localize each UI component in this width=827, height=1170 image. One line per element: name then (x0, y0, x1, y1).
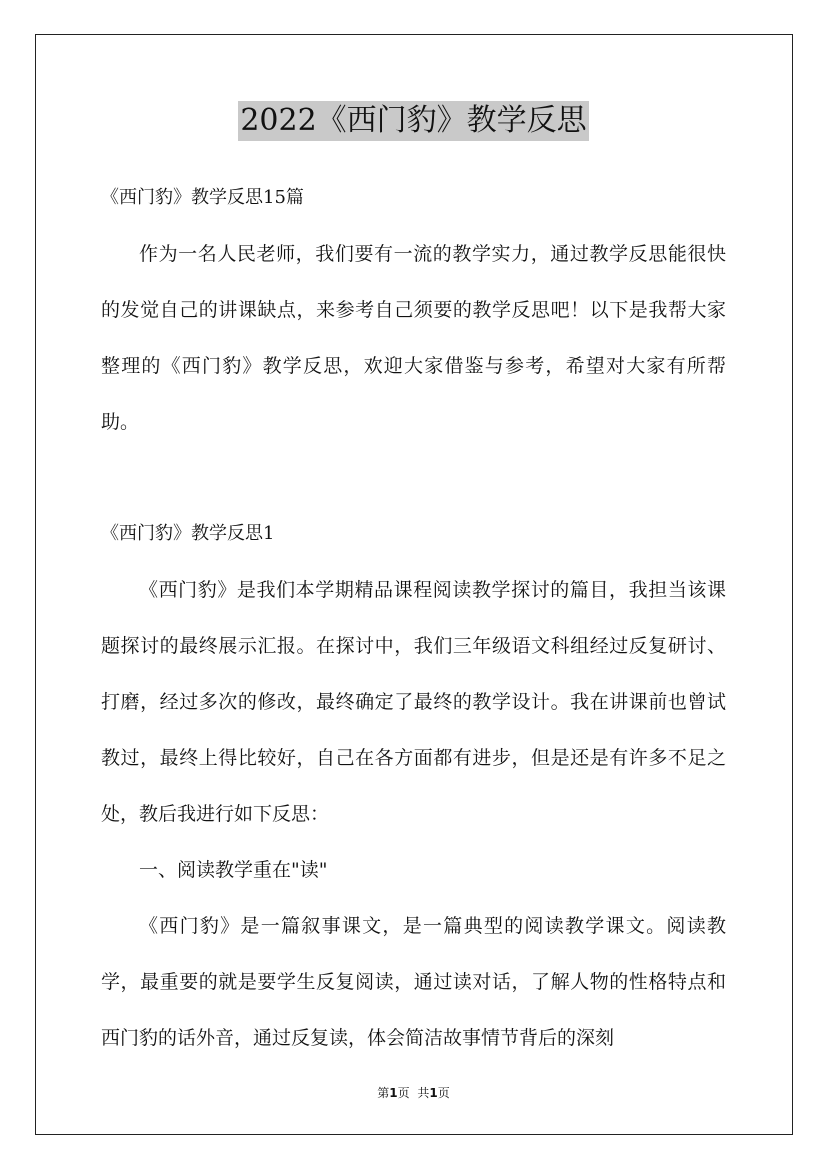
total-suffix: 页 (437, 1086, 450, 1100)
document-title: 2022《西门豹》教学反思 (238, 101, 588, 141)
page-prefix: 第 (377, 1086, 390, 1100)
page-suffix: 页 (397, 1086, 410, 1100)
body-paragraph-2: 《西门豹》是一篇叙事课文，是一篇典型的阅读教学课文。阅读教学，最重要的就是要学生反复阅读，通过读对话，了解人物的性格特点和西门豹的话外音，通过反复读，体会简洁故事情节背后的深刻 (101, 915, 726, 1049)
intro-paragraph: 作为一名人民老师，我们要有一流的教学实力，通过教学反思能很快的发觉自己的讲课缺点，来参考自己须要的教学反思吧！以下是我帮大家整理的《西门豹》教学反思，欢迎大家借鉴与参考，希望对大家有所帮助。 (101, 243, 726, 433)
total-pages: 1 (429, 1086, 438, 1100)
document-title-wrap (0, 101, 827, 145)
page-number: 1 (389, 1086, 398, 1100)
total-prefix: 共 (417, 1086, 430, 1100)
page-footer (0, 1084, 827, 1101)
section-heading: 《西门豹》教学反思1 (101, 523, 275, 544)
point-heading-1: 一、阅读教学重在"读" (139, 859, 328, 881)
spacer (101, 450, 726, 506)
document-body (101, 170, 726, 1066)
document-subtitle: 《西门豹》教学反思15篇 (101, 187, 304, 208)
body-paragraph-1: 《西门豹》是我们本学期精品课程阅读教学探讨的篇目，我担当该课题探讨的最终展示汇报。在探讨中，我们三年级语文科组经过反复研讨、打磨，经过多次的修改，最终确定了最终的教学设计。我在讲课前也曾试教过，最终上得比较好，自己在各方面都有进步，但是还是有许多不足之处，教后我进行如下反思： (101, 579, 726, 825)
